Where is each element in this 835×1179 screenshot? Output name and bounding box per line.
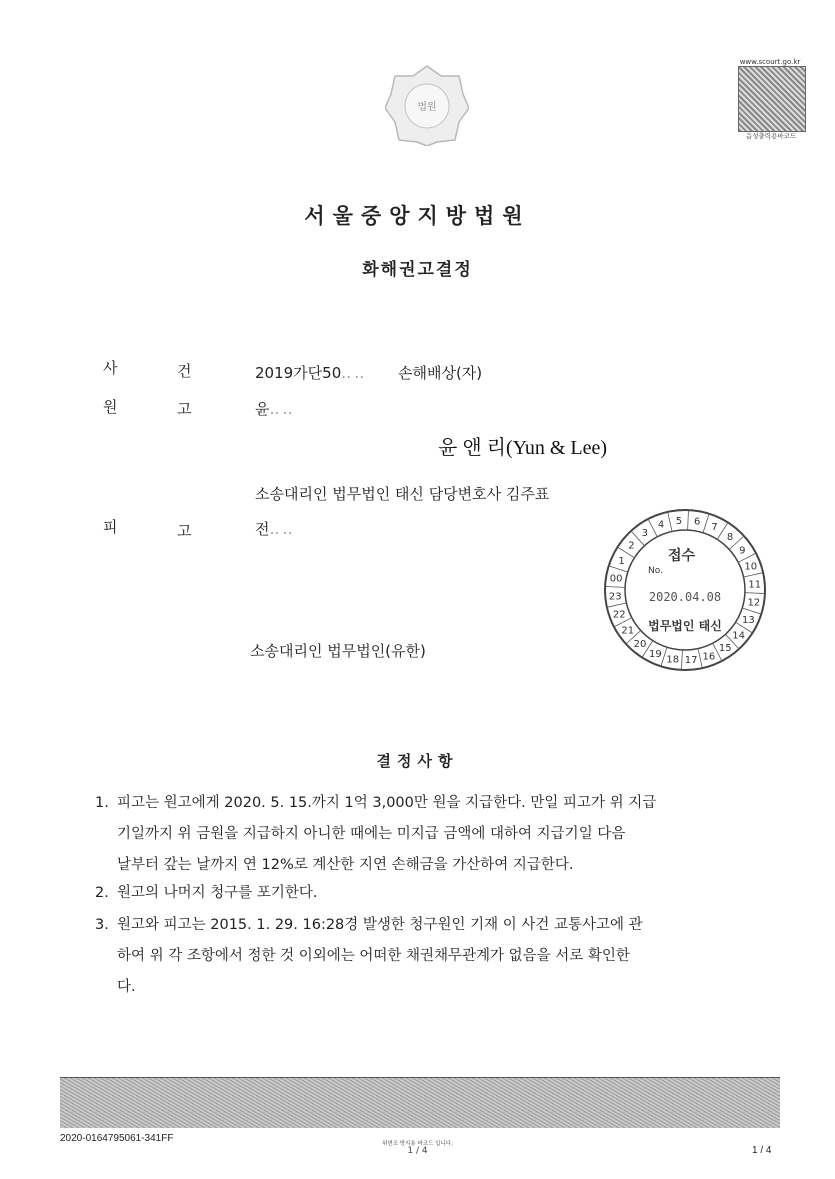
plaintiff-firm: 윤 앤 리(Yun & Lee) (438, 437, 608, 459)
qr-caption: 음성출력용바코드 (745, 132, 797, 140)
case-number: 2019가단50 (255, 364, 342, 382)
stamp-hour-label: 16 (702, 651, 716, 663)
stamp-hour-label: 6 (694, 516, 701, 528)
stamp-hour-label: 17 (684, 655, 698, 667)
item-line: 날부터 갚는 날까지 연 12%로 계산한 지연 손해금을 가산하여 지급한다. (117, 857, 574, 873)
document-id: 2020-0164795061-341FF (60, 1133, 174, 1144)
stamp-hour-label: 3 (641, 528, 648, 540)
stamp-divider (745, 593, 765, 594)
stamp-hour-label: 5 (675, 515, 683, 527)
item-number: 2. (95, 885, 109, 901)
stamp-divider (744, 573, 764, 577)
stamp-hour-label: 00 (609, 573, 623, 585)
item-line: 원고와 피고는 2015. 1. 29. 16:28경 발생한 청구원인 기재 이 사건 교통사고에 관 (117, 917, 643, 933)
plaintiff-redacted: ‥‥ (269, 400, 296, 418)
case-label-2: 건 (177, 362, 192, 380)
defendant-name: 전 (255, 520, 270, 538)
court-title: 서울중앙지방법원 (304, 204, 531, 228)
seal-text: 법원 (417, 102, 437, 113)
stamp-divider (648, 519, 657, 537)
stamp-firm: 법무법인 태신 (648, 619, 722, 633)
document-title: 화해권고결정 (362, 260, 473, 280)
item-line: 하여 위 각 조항에서 정한 것 이외에는 어떠한 채권채무관계가 없음을 서로 확인한 (117, 948, 630, 964)
item-line: 다. (117, 979, 136, 995)
stamp-no-label: No. (648, 566, 663, 576)
decision-heading: 결정사항 (376, 752, 459, 770)
stamp-hour-label: 22 (612, 609, 626, 621)
receipt-stamp-icon (600, 505, 770, 675)
stamp-hour-label: 10 (744, 561, 758, 573)
item-line: 피고는 원고에게 2020. 5. 15.까지 1억 3,000만 원을 지급한다. 만일 피고가 위 지급 (117, 795, 657, 811)
stamp-hour-label: 19 (649, 648, 662, 660)
stamp-hour-label: 20 (633, 639, 647, 651)
stamp-hour-label: 8 (726, 531, 734, 543)
plaintiff-name: 윤 (255, 400, 270, 418)
stamp-divider (605, 587, 625, 588)
decision-item-1 (95, 788, 745, 881)
stamp-hour-label: 21 (621, 625, 635, 637)
stamp-hour-label: 7 (711, 522, 718, 534)
stamp-hour-label: 12 (747, 597, 761, 609)
stamp-hour-label: 23 (608, 591, 622, 603)
stamp-divider (682, 650, 683, 670)
stamp-hour-label: 13 (742, 615, 755, 627)
case-redacted: ‥‥ (341, 364, 368, 382)
qr-code-icon (738, 66, 806, 132)
stamp-hour-label: 2 (628, 540, 635, 552)
stamp-divider (742, 608, 761, 614)
stamp-hour-label: 15 (718, 642, 732, 654)
decision-item-3 (95, 910, 745, 1003)
page-number-center: 1 / 4 (407, 1146, 428, 1156)
defendant-label-2: 고 (177, 522, 192, 540)
barcode-note: 위변조 방지용 바코드 입니다. (382, 1141, 453, 1147)
stamp-divider (688, 510, 689, 530)
stamp-hour-label: 4 (657, 519, 665, 531)
stamp-divider (607, 603, 627, 607)
plaintiff-label-1: 원 (103, 398, 118, 416)
item-number: 1. (95, 795, 109, 811)
court-seal-icon (385, 62, 469, 146)
stamp-hour-label: 14 (732, 630, 745, 642)
stamp-divider (703, 514, 709, 533)
stamp-received: 접수 (668, 548, 696, 564)
plaintiff-label-2: 고 (177, 400, 192, 418)
case-label-1: 사 (103, 359, 118, 377)
defendant-label-1: 피 (103, 518, 118, 536)
item-line: 기일까지 위 금원을 지급하지 아니한 때에는 미지급 금액에 대하여 지급기일 다음 (117, 826, 626, 842)
case-number-row (255, 362, 367, 383)
stamp-hour-label: 11 (748, 579, 762, 591)
plaintiff-counsel: 소송대리인 법무법인 태신 담당변호사 김주표 (255, 485, 550, 503)
anti-forgery-barcode-band (60, 1077, 780, 1128)
defendant-row (255, 518, 296, 539)
defendant-redacted: ‥‥ (269, 520, 296, 538)
item-line: 원고의 나머지 청구를 포기한다. (117, 885, 318, 901)
case-name: 손해배상(자) (398, 364, 483, 382)
plaintiff-row (255, 398, 296, 419)
stamp-date: 2020.04.08 (648, 590, 722, 604)
stamp-hour-label: 1 (618, 555, 625, 567)
decision-item-2 (95, 878, 745, 909)
stamp-divider (668, 512, 672, 532)
item-number: 3. (95, 917, 109, 933)
page-number-right: 1 / 4 (752, 1145, 772, 1156)
qr-url: www.scourt.go.kr (739, 58, 801, 66)
stamp-hour-label: 9 (739, 545, 746, 557)
stamp-hour-label: 18 (666, 654, 680, 666)
defendant-counsel: 소송대리인 법무법인(유한) (250, 642, 426, 660)
